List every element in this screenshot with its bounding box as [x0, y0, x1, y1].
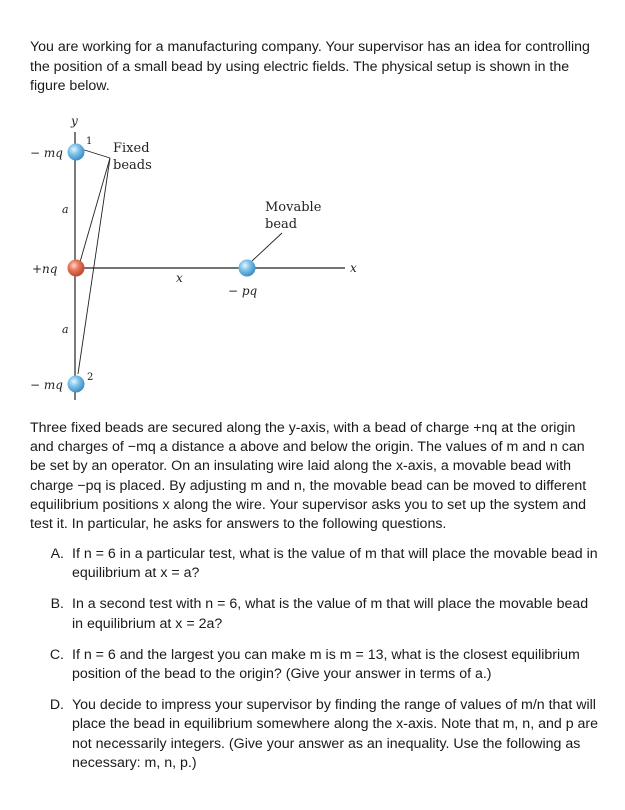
question-a: [30, 545, 600, 583]
movable-charge-label: − pq: [228, 284, 258, 298]
question-text: If n = 6 and the largest you can make m is m = 13, what is the closest equilibrium position of the bead to the origin? (Give your answer in terms of a.): [72, 646, 580, 683]
lower-distance-label: a: [62, 323, 69, 336]
movable-bead-label-line1: Movable: [265, 200, 322, 215]
bead-setup-figure: [20, 110, 380, 410]
question-list: [30, 545, 600, 785]
fixed-bead-top: [68, 144, 85, 161]
fixed-beads-label-line1: Fixed: [113, 141, 150, 156]
movable-bead-label-line2: bead: [265, 217, 298, 232]
fixed-bead-bottom: [68, 376, 85, 393]
question-letter: D.: [49, 697, 64, 714]
fixed-beads-label-line2: beads: [113, 158, 152, 173]
leader-line-middle-bead: [80, 158, 110, 262]
x-axis-label-end: x: [350, 261, 357, 275]
problem-description: Three fixed beads are secured along the y-axis, with a bead of charge +nq at the origin and charges of −mq a distance a above and below the origin. The values of m and n can be set by an operator. On an insulating wire laid along the x-axis, a movable bead with charge −pq is placed. By adjusting m and n, the movable bead can be moved to different equilibrium positions x along the wire. Your supervisor asks you to set up the system and test it. In particular, he asks for answers to the following questions.: [30, 420, 587, 533]
question-c: [30, 646, 600, 684]
question-letter: C.: [49, 646, 64, 663]
y-axis-label: y: [71, 114, 78, 128]
leader-line-movable-bead: [252, 233, 282, 261]
top-charge-label: − mq: [30, 146, 63, 160]
fixed-bead-origin: [68, 260, 85, 277]
question-text: If n = 6 in a particular test, what is the value of m that will place the movable bead in equilibrium at x = a?: [72, 546, 598, 582]
question-text: In a second test with n = 6, what is the value of m that will place the movable bead in equilibrium at x = 2a?: [72, 596, 589, 632]
bead-1-label: 1: [86, 136, 93, 147]
question-letter: B.: [50, 596, 64, 613]
figure-svg: [20, 110, 380, 410]
bead-2-label: 2: [87, 372, 94, 383]
question-d: [30, 696, 600, 773]
middle-charge-label: +nq: [32, 262, 58, 276]
question-b: [30, 595, 600, 633]
question-letter: A.: [50, 546, 64, 562]
bottom-charge-label: − mq: [30, 378, 63, 392]
upper-distance-label: a: [62, 203, 69, 216]
question-text: You decide to impress your supervisor by finding the range of values of m/n that will place the bead in equilibrium somewhere along the x-axis. Note that m, n, and p are not necessarily integers. (Give your answer as an inequality. Use the following as necessary: m, n, p.): [72, 697, 599, 771]
intro-paragraph: You are working for a manufacturing company. Your supervisor has an idea for controlling the position of a small bead by using electric fields. The physical setup is shown in the figure below.: [30, 39, 590, 94]
x-axis-label-mid: x: [176, 271, 183, 285]
movable-bead: [239, 260, 256, 277]
